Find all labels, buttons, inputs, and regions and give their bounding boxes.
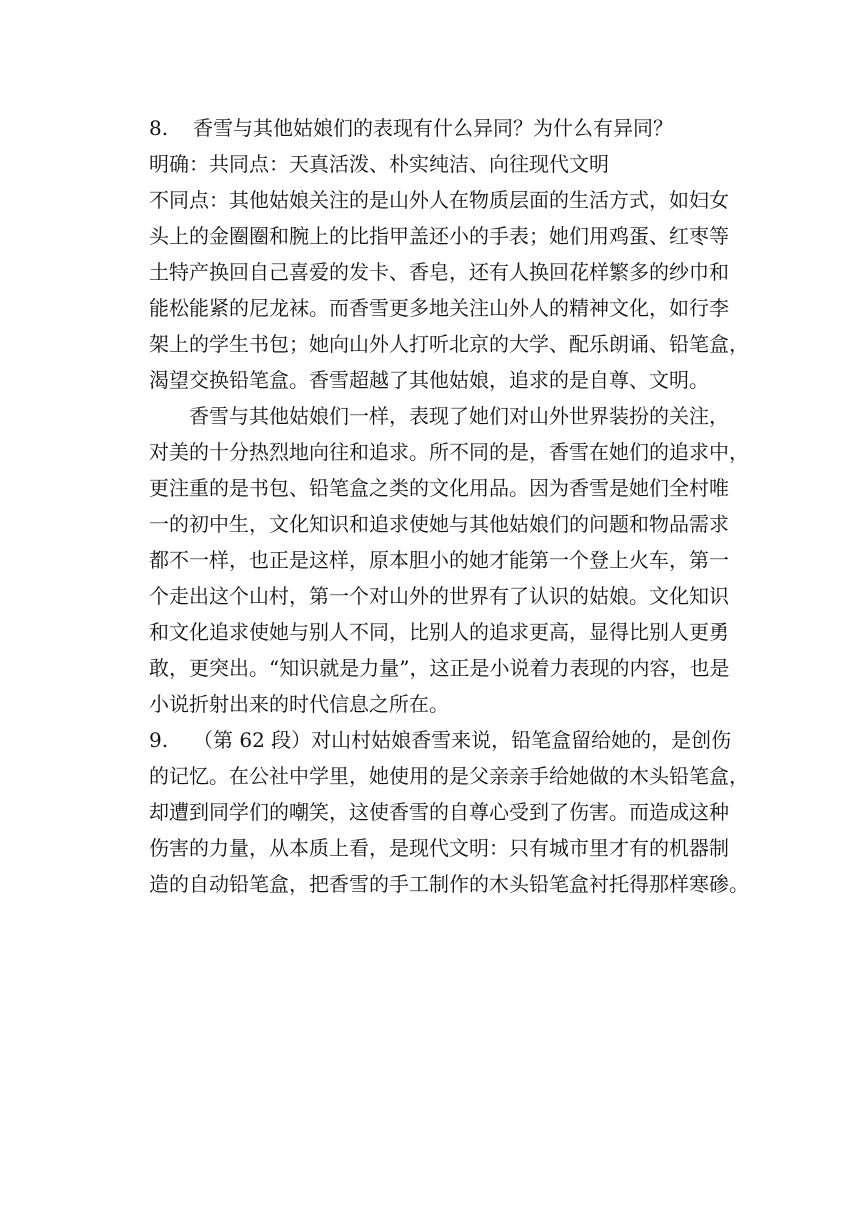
- paragraph-line: 小说折射出来的时代信息之所在。: [149, 692, 449, 716]
- question-9-text: （第 62 段）对山村姑娘香雪来说，铅笔盒留给她的，是创伤: [193, 728, 732, 752]
- paragraph-line: 更注重的是书包、铅笔盒之类的文化用品。因为香雪是她们全村唯: [149, 476, 729, 500]
- question-9-continuation: 造的自动铅笔盒，把香雪的手工制作的木头铅笔盒衬托得那样寒碜。: [149, 872, 749, 896]
- paragraph-line-first: 香雪与其他姑娘们一样，表现了她们对山外世界装扮的关注，: [189, 404, 729, 428]
- answer-line: 明确：共同点：天真活泼、朴实纯洁、向往现代文明: [149, 152, 609, 176]
- question-9-line: [149, 722, 749, 758]
- question-9-continuation: 却遭到同学们的嘲笑，这使香雪的自尊心受到了伤害。而造成这种: [149, 800, 729, 824]
- answer-line: 头上的金圈圈和腕上的比指甲盖还小的手表；她们用鸡蛋、红枣等: [149, 224, 729, 248]
- question-9-number: 9.: [149, 728, 169, 752]
- paragraph-line: 对美的十分热烈地向往和追求。所不同的是，香雪在她们的追求中，: [149, 440, 749, 464]
- paragraph-line: 都不一样，也正是这样，原本胆小的她才能第一个登上火车，第一: [149, 548, 729, 572]
- answer-line: 不同点：其他姑娘关注的是山外人在物质层面的生活方式，如妇女: [149, 188, 729, 212]
- question-8-text: 香雪与其他姑娘们的表现有什么异同？为什么有异同？: [193, 116, 673, 140]
- document-body: [149, 110, 749, 902]
- paragraph-line: 和文化追求使她与别人不同，比别人的追求更高，显得比别人更勇: [149, 620, 729, 644]
- paragraph-line: 一的初中生，文化知识和追求使她与其他姑娘们的问题和物品需求: [149, 512, 729, 536]
- question-8-number: 8.: [149, 116, 169, 140]
- question-8-line: [149, 110, 749, 146]
- paragraph-line: 敢，更突出。“知识就是力量”，这正是小说着力表现的内容，也是: [149, 656, 730, 680]
- answer-line: 架上的学生书包；她向山外人打听北京的大学、配乐朗诵、铅笔盒，: [149, 332, 749, 356]
- question-9-continuation: 的记忆。在公社中学里，她使用的是父亲亲手给她做的木头铅笔盒，: [149, 764, 749, 788]
- answer-line: 渴望交换铅笔盒。香雪超越了其他姑娘，追求的是自尊、文明。: [149, 368, 709, 392]
- question-9-continuation: 伤害的力量，从本质上看，是现代文明：只有城市里才有的机器制: [149, 836, 729, 860]
- paragraph-line: 个走出这个山村，第一个对山外的世界有了认识的姑娘。文化知识: [149, 584, 729, 608]
- answer-line: 土特产换回自己喜爱的发卡、香皂，还有人换回花样繁多的纱巾和: [149, 260, 729, 284]
- answer-line: 能松能紧的尼龙袜。而香雪更多地关注山外人的精神文化，如行李: [149, 296, 729, 320]
